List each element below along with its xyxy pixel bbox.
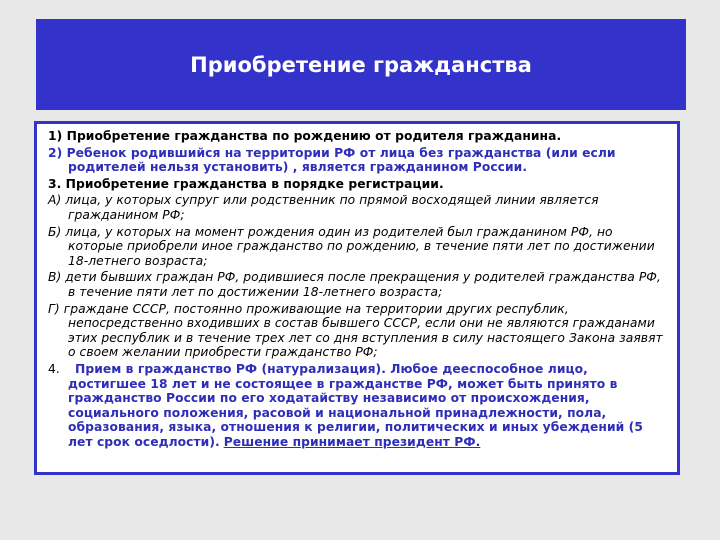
paragraph-registration-b: Б) лица, у которых на момент рождения один из родителей был гражданином РФ, но которые приобрели иное гражданство по рождению, в течение пяти лет по достижении 18-летнего возраста; — [48, 224, 655, 268]
content-box — [34, 121, 680, 475]
paragraph-naturalization — [48, 362, 667, 450]
paragraph-registration-a: А) лица, у которых супруг или родственник по прямой восходящей линии является гражданином РФ; — [48, 193, 599, 222]
title-bar — [36, 19, 686, 110]
paragraph-birth-stateless-parent: 2) Ребенок родившийся на территории РФ от лица без гражданства (или если родителей нельзя установить) , является гражданином России. — [48, 145, 616, 175]
naturalization-text: Прием в гражданство РФ (натурализация). Любое дееспособное лицо, достигшее 18 лет и не состоящее в гражданстве РФ, может быть принято в гражданство России по его ходатайству независимо от происхождения, социального положения, расовой и национальной принадлежности, пола, образования, языка, отношения к религии, политических и иных убеждений (5 лет срок оседлости). — [68, 361, 643, 449]
slide-title: Приобретение гражданства — [190, 52, 532, 77]
paragraph-registration-v: В) дети бывших граждан РФ, родившиеся после прекращения у родителей гражданства РФ, в течение пяти лет по достижении 18-летнего возраста; — [48, 270, 661, 299]
paragraph-birth-citizen-parent: 1) Приобретение гражданства по рождению от родителя гражданина. — [48, 129, 562, 143]
paragraph-number: 4. — [48, 361, 60, 376]
paragraph-registration-g: Г) граждане СССР, постоянно проживающие на территории других республик, непосредственно входивших в состав бывшего СССР, если они не являются гражданами этих республик и в течение трех лет со дня вступления в силу настоящего Закона заявят о своем желании приобрести гражданство РФ; — [48, 301, 663, 360]
paragraph-registration-heading: 3. Приобретение гражданства в порядке регистрации. — [48, 176, 444, 191]
president-decision-link[interactable]: Решение принимает президент РФ. — [223, 434, 481, 449]
